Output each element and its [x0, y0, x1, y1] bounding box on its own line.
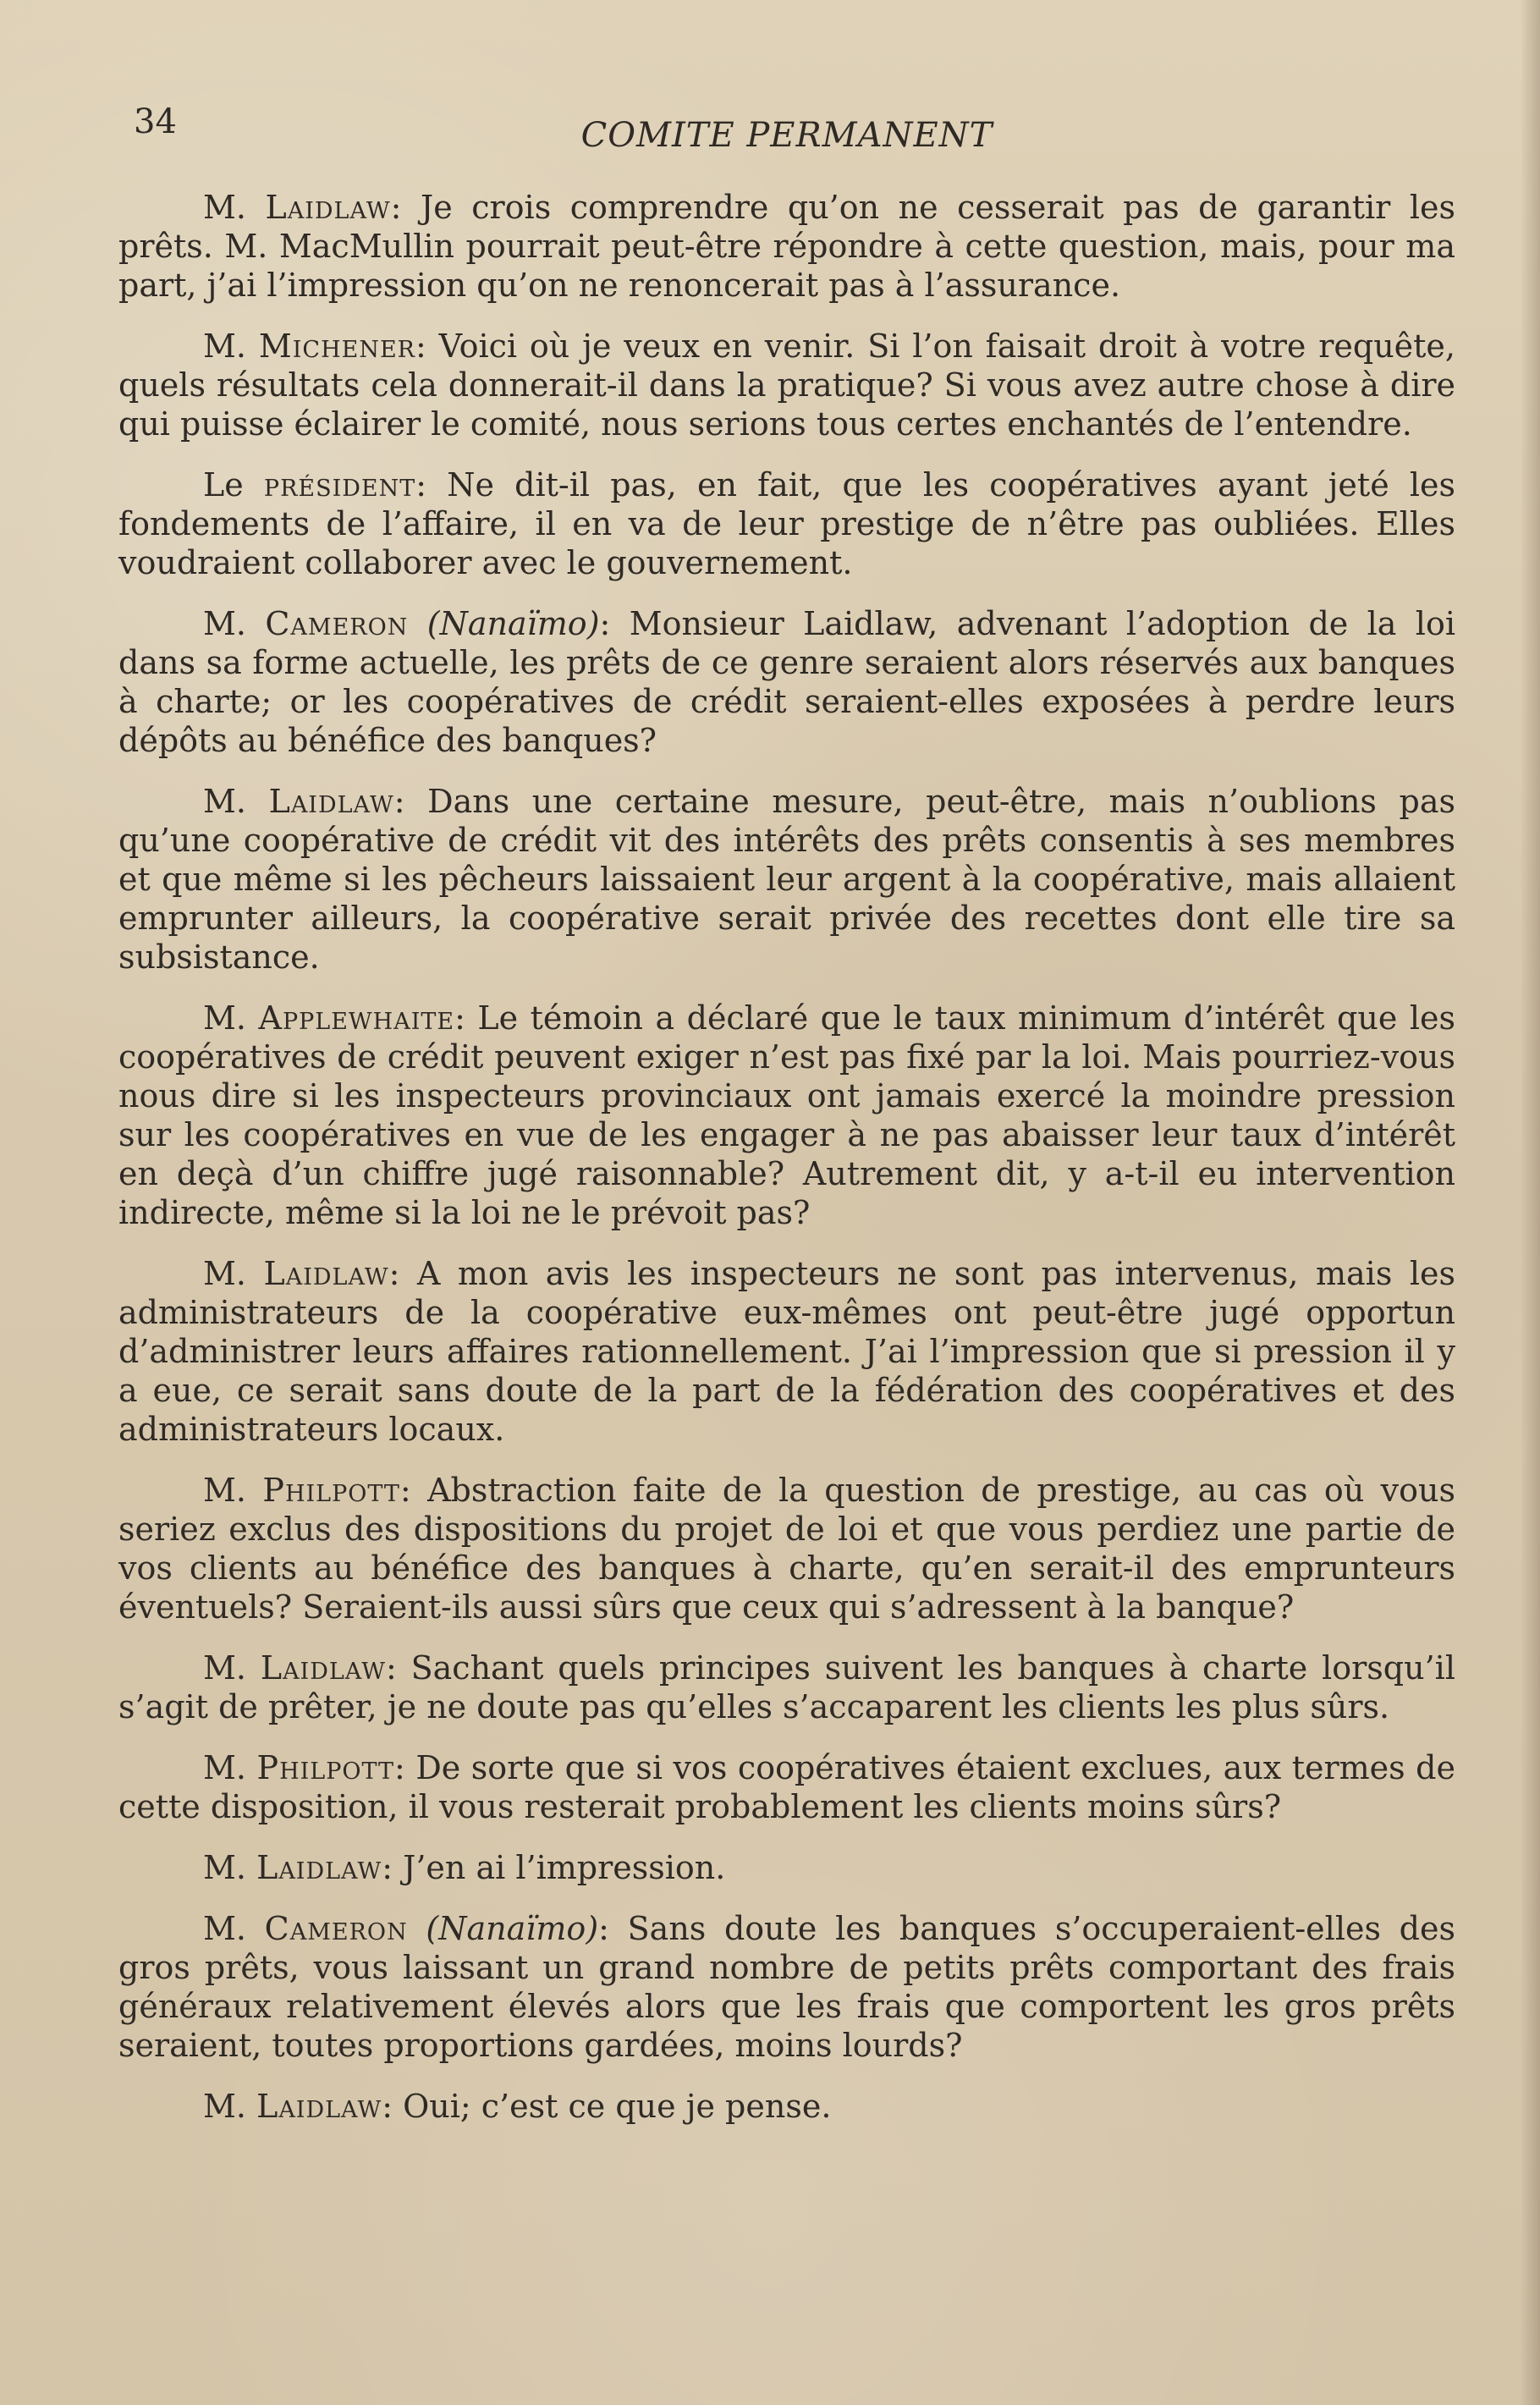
paragraph-9 — [118, 1648, 1455, 1726]
paragraph-11 — [118, 1848, 1455, 1887]
paragraph-8 — [118, 1471, 1455, 1626]
speaker-separator-3: : — [415, 466, 448, 504]
speaker-prefix-8: M. — [203, 1472, 263, 1509]
paragraph-5 — [118, 782, 1455, 977]
speaker-name-9: Laidlaw — [260, 1649, 386, 1687]
speaker-prefix-4: M. — [203, 605, 266, 642]
speaker-name-7: Laidlaw — [263, 1255, 389, 1292]
paragraph-text-9: Sachant quels principes suivent les banques à charte lorsqu’il s’agit de prêter, je ne doute pas qu’elles s’accaparent les clients les plus sûrs. — [118, 1649, 1455, 1725]
speaker-prefix-13: M. — [203, 2088, 257, 2125]
speaker-prefix-7: M. — [203, 1255, 264, 1292]
speaker-separator-2: : — [415, 327, 439, 365]
paragraph-text-10: De sorte que si vos coopératives étaient exclues, aux termes de cette disposition, il vous resterait probablement les clients moins sûrs? — [118, 1749, 1455, 1825]
speaker-name-12: Cameron — [264, 1910, 408, 1947]
speaker-name-1: Laidlaw — [265, 189, 391, 226]
speaker-name-8: Philpott — [262, 1472, 400, 1509]
speaker-separator-9: : — [385, 1649, 411, 1687]
paragraph-6 — [118, 999, 1455, 1232]
speaker-prefix-9: M. — [203, 1649, 261, 1687]
speaker-prefix-3: Le — [203, 466, 264, 504]
speaker-name-4: Cameron — [265, 605, 409, 642]
paragraph-text-4: Monsieur Laidlaw, advenant l’adoption de la loi dans sa forme actuelle, les prêts de ce genre seraient alors réservés aux banques à charte; or les coopératives de crédit seraient-elles exposées à perdre leurs dépôts au bénéfice des banques? — [118, 605, 1455, 759]
paragraph-text-2: Voici où je veux en venir. Si l’on faisait droit à votre requête, quels résultats cela donnerait-il dans la pratique? Si vous avez autre chose à dire qui puisse éclairer le comité, nous serions tous certes enchantés de l’entendre. — [118, 327, 1456, 443]
speaker-separator-4: : — [599, 605, 630, 642]
page-number: 34 — [134, 102, 177, 141]
speaker-separator-7: : — [388, 1255, 417, 1292]
paragraph-text-12: Sans doute les banques s’occuperaient-elles des gros prêts, vous laissant un grand nombre de petits prêts comportant des frais généraux relativement élevés alors que les frais que comportent les gros prêts seraient, toutes proportions gardées, moins lourds? — [118, 1910, 1455, 2064]
running-title: COMITE PERMANENT — [580, 116, 993, 155]
speaker-name-11: Laidlaw — [256, 1849, 382, 1886]
speaker-name-10: Philpott — [256, 1749, 395, 1786]
paragraph-10 — [118, 1748, 1455, 1826]
speaker-prefix-5: M. — [203, 783, 269, 820]
speaker-separator-10: : — [394, 1749, 416, 1786]
paragraph-3 — [118, 465, 1455, 582]
speaker-separator-5: : — [393, 783, 428, 820]
speaker-separator-6: : — [454, 999, 478, 1037]
speaker-name-13: Laidlaw — [256, 2088, 382, 2125]
speaker-separator-12: : — [598, 1910, 628, 1947]
paragraph-13 — [118, 2087, 1455, 2126]
speaker-name-6: Applewhaite — [258, 999, 455, 1037]
speaker-note-4: (Nanaïmo) — [426, 605, 600, 642]
paragraph-1 — [118, 188, 1455, 305]
speaker-note-12: (Nanaïmo) — [426, 1910, 599, 1947]
paragraph-12 — [118, 1909, 1455, 2065]
speaker-name-3: président — [263, 466, 416, 504]
speaker-separator-8: : — [399, 1472, 428, 1509]
page-content — [118, 188, 1455, 2126]
paragraph-2 — [118, 327, 1455, 443]
speaker-prefix-2: M. — [203, 327, 259, 365]
speaker-prefix-11: M. — [203, 1849, 257, 1886]
paragraph-text-3: Ne dit-il pas, en fait, que les coopératives ayant jeté les fondements de l’affaire, il en va de leur prestige de n’être pas oubliées. Elles voudraient collaborer avec le gouvernement. — [118, 466, 1455, 581]
paragraph-text-13: Oui; c’est ce que je pense. — [403, 2088, 832, 2125]
speaker-name-2: Michener — [258, 327, 415, 365]
paragraph-text-1: Je crois comprendre qu’on ne cesserait pas de garantir les prêts. M. MacMullin pourrait peut-être répondre à cette question, mais, pour ma part, j’ai l’impression qu’on ne renoncerait pas à l’assurance. — [118, 189, 1455, 304]
speaker-separator-11: : — [382, 1849, 404, 1886]
speaker-prefix-12: M. — [203, 1910, 265, 1947]
speaker-prefix-1: M. — [203, 189, 266, 226]
paragraph-4 — [118, 604, 1455, 760]
speaker-separator-13: : — [382, 2088, 404, 2125]
speaker-separator-1: : — [390, 189, 421, 226]
paragraph-text-6: Le témoin a déclaré que le taux minimum d’intérêt que les coopératives de crédit peuvent exiger n’est pas fixé par la loi. Mais pourriez-vous nous dire si les inspecteurs provinciaux ont jamais exercé la moindre pression sur les coopératives en vue de les engager à ne pas abaisser leur taux d’intérêt en deçà d’un chiffre jugé raisonnable? Autrement dit, y a-t-il eu intervention indirecte, même si la loi ne le prévoit pas? — [118, 999, 1455, 1231]
speaker-name-5: Laidlaw — [268, 783, 394, 820]
paragraph-7 — [118, 1254, 1455, 1449]
paragraph-text-11: J’en ai l’impression. — [403, 1849, 726, 1886]
paragraph-text-7: A mon avis les inspecteurs ne sont pas intervenus, mais les administrateurs de la coopérative eux-mêmes ont peut-être jugé opportun d’administrer leurs affaires rationnellement. J’ai l’impression que si pression il y a eue, ce serait sans doute de la part de la fédération des coopératives et des administrateurs locaux. — [118, 1255, 1455, 1448]
page-header — [118, 100, 1455, 169]
paragraph-text-5: Dans une certaine mesure, peut-être, mais n’oublions pas qu’une coopérative de crédit vit des intérêts des prêts consentis à ses membres et que même si les pêcheurs laissaient leur argent à la coopérative, mais allaient emprunter ailleurs, la coopérative serait privée des recettes dont elle tire sa subsistance. — [118, 783, 1455, 976]
paragraph-text-8: Abstraction faite de la question de prestige, au cas où vous seriez exclus des dispositions du projet de loi et que vous perdiez une partie de vos clients au bénéfice des banques à charte, qu’en serait-il des emprunteurs éventuels? Seraient-ils aussi sûrs que ceux qui s’adressent à la banque? — [118, 1472, 1455, 1626]
speaker-prefix-10: M. — [203, 1749, 257, 1786]
speaker-prefix-6: M. — [203, 999, 259, 1037]
